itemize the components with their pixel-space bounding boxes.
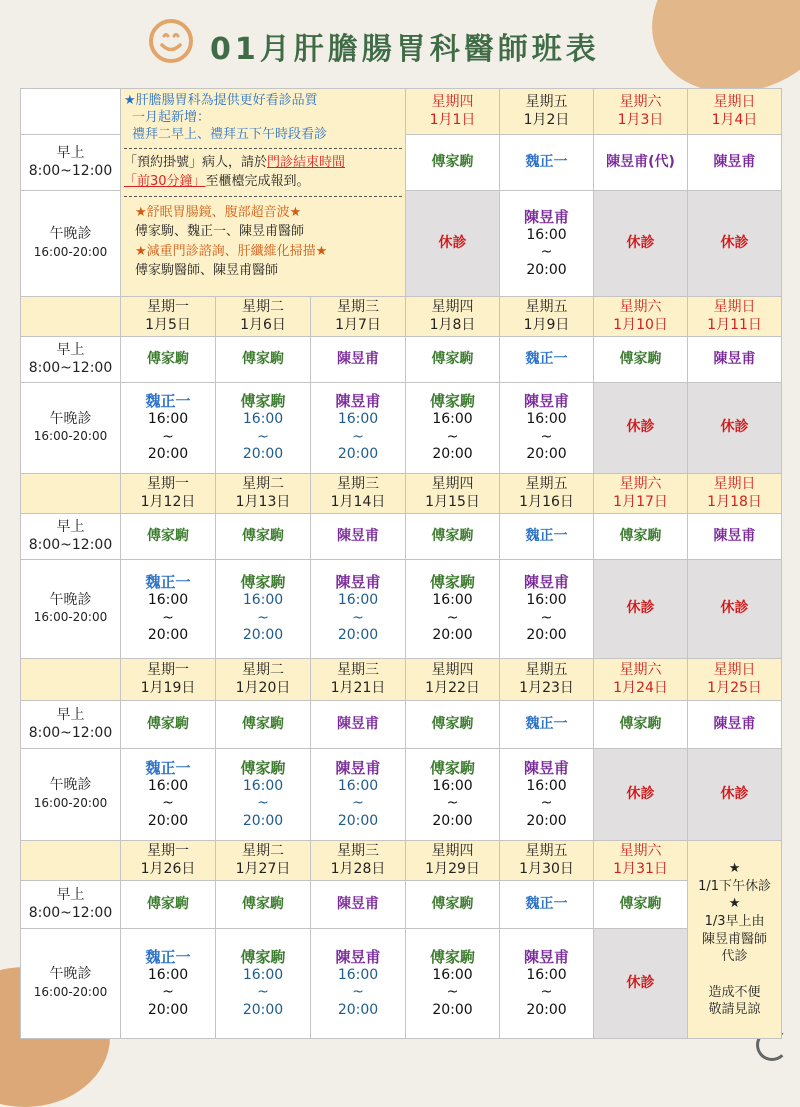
doctor-cell: 陳昱甫 <box>311 881 406 929</box>
day-header: 星期四 1月15日 <box>406 474 500 514</box>
doctor-cell: 陳昱甫 <box>688 337 782 383</box>
week2-morning-row <box>21 514 782 560</box>
day-header: 星期三 1月28日 <box>311 841 406 881</box>
week4-morning-row <box>21 881 782 929</box>
schedule-table <box>20 88 782 1039</box>
week1-morning-row <box>21 337 782 383</box>
day-header: 星期六 1月10日 <box>594 297 688 337</box>
side-note: ★ 1/1下午休診 ★ 1/3早上由 陳昱甫醫師 代診 造成不便 敬請見諒 <box>688 841 782 1039</box>
afternoon-label: 午晚診 16:00-20:00 <box>21 749 121 841</box>
day-header: 星期五 1月2日 <box>500 89 594 135</box>
doctor-cell: 傅家駒 <box>216 514 311 560</box>
service1-doctors: 傅家駒、魏正一、陳昱甫醫師 <box>135 224 305 240</box>
day-header: 星期六 1月24日 <box>594 659 688 701</box>
notice-line1: ★肝膽腸胃科為提供更好看診品質 <box>124 93 318 108</box>
week4-header-row <box>21 841 782 881</box>
doctor-cell: 傅家駒 <box>594 701 688 749</box>
doctor-cell: 傅家駒 16:00 ~ 20:00 <box>216 929 311 1039</box>
doctor-cell: 傅家駒 <box>121 337 216 383</box>
day-header: 星期二 1月6日 <box>216 297 311 337</box>
off-cell: 休診 <box>594 929 688 1039</box>
doctor-cell: 傅家駒 <box>121 514 216 560</box>
doctor-cell: 陳昱甫 16:00 ~ 20:00 <box>311 560 406 659</box>
morning-label: 早上 8:00~12:00 <box>21 337 121 383</box>
doctor-cell: 傅家駒 16:00 ~ 20:00 <box>406 560 500 659</box>
day-header: 星期日 1月11日 <box>688 297 782 337</box>
off-cell: 休診 <box>594 749 688 841</box>
week1-afternoon-row <box>21 383 782 474</box>
doctor-cell: 傅家駒 <box>121 701 216 749</box>
week3-afternoon-row <box>21 749 782 841</box>
doctor-cell: 傅家駒 <box>406 881 500 929</box>
off-cell: 休診 <box>688 383 782 474</box>
day-header: 星期五 1月16日 <box>500 474 594 514</box>
afternoon-label: 午晚診 16:00-20:00 <box>21 560 121 659</box>
day-header: 星期一 1月26日 <box>121 841 216 881</box>
morning-label: 早上 8:00~12:00 <box>21 881 121 929</box>
day-header: 星期六 1月17日 <box>594 474 688 514</box>
doctor-cell: 傅家駒 16:00 ~ 20:00 <box>406 383 500 474</box>
doctor-cell: 魏正一 16:00 ~ 20:00 <box>121 383 216 474</box>
notice-line3: 禮拜二早上、禮拜五下午時段看診 <box>132 126 328 142</box>
day-header: 星期一 1月19日 <box>121 659 216 701</box>
doctor-cell: 魏正一 16:00 ~ 20:00 <box>121 560 216 659</box>
doctor-cell: 傅家駒 <box>216 337 311 383</box>
header-blank <box>21 474 121 514</box>
doctor-cell: 傅家駒 <box>406 337 500 383</box>
day-header: 星期日 1月4日 <box>688 89 782 135</box>
doctor-cell: 傅家駒 <box>406 135 500 191</box>
off-cell: 休診 <box>594 191 688 297</box>
service2-doctors: 傅家駒醫師、陳昱甫醫師 <box>135 263 279 279</box>
day-header: 星期二 1月27日 <box>216 841 311 881</box>
day-header: 星期五 1月23日 <box>500 659 594 701</box>
service2-title: ★減重門診諮詢、肝纖維化掃描★ <box>135 243 328 259</box>
day-header: 星期日 1月18日 <box>688 474 782 514</box>
week2-afternoon-row <box>21 560 782 659</box>
doctor-cell: 魏正一 <box>500 881 594 929</box>
day-header: 星期四 1月22日 <box>406 659 500 701</box>
day-header: 星期一 1月5日 <box>121 297 216 337</box>
doctor-cell: 陳昱甫 <box>311 701 406 749</box>
day-header: 星期日 1月25日 <box>688 659 782 701</box>
doctor-cell: 陳昱甫 16:00 ~ 20:00 <box>311 749 406 841</box>
day-header: 星期三 1月21日 <box>311 659 406 701</box>
doctor-cell: 陳昱甫 <box>688 514 782 560</box>
doctor-cell: 傅家駒 16:00 ~ 20:00 <box>406 749 500 841</box>
week4-afternoon-row <box>21 929 782 1039</box>
week2-header-row <box>21 474 782 514</box>
doctor-cell: 陳昱甫 <box>311 337 406 383</box>
doctor-cell: 陳昱甫 <box>688 701 782 749</box>
doctor-cell: 魏正一 <box>500 135 594 191</box>
doctor-cell: 陳昱甫 16:00 ~ 20:00 <box>500 383 594 474</box>
doctor-cell: 魏正一 <box>500 337 594 383</box>
notice-reservation <box>121 149 405 192</box>
off-cell: 休診 <box>594 383 688 474</box>
header-blank <box>21 659 121 701</box>
reserve-text-a: 「預約掛號」病人，請於 <box>124 154 268 170</box>
notice-line2: 一月起新增： <box>132 109 211 125</box>
off-cell: 休診 <box>406 191 500 297</box>
doctor-cell: 傅家駒 16:00 ~ 20:00 <box>216 560 311 659</box>
doctor-cell: 陳昱甫 <box>311 514 406 560</box>
header <box>0 0 800 88</box>
doctor-cell: 傅家駒 <box>216 701 311 749</box>
week3-morning-row <box>21 701 782 749</box>
doctor-cell: 陳昱甫 16:00 ~ 20:00 <box>500 191 594 297</box>
day-header: 星期五 1月9日 <box>500 297 594 337</box>
day-header: 星期三 1月7日 <box>311 297 406 337</box>
notice-box <box>121 89 406 297</box>
header-blank <box>21 297 121 337</box>
morning-label: 早上 8:00~12:00 <box>21 701 121 749</box>
day-header: 星期四 1月29日 <box>406 841 500 881</box>
day-header: 星期四 1月8日 <box>406 297 500 337</box>
off-cell: 休診 <box>594 560 688 659</box>
header-blank <box>21 841 121 881</box>
day-header: 星期六 1月3日 <box>594 89 688 135</box>
doctor-cell: 傅家駒 16:00 ~ 20:00 <box>216 749 311 841</box>
day-header: 星期二 1月13日 <box>216 474 311 514</box>
reserve-text-d: 至櫃檯完成報到。 <box>205 174 310 190</box>
doctor-cell: 傅家駒 <box>594 514 688 560</box>
day-header: 星期六 1月31日 <box>594 841 688 881</box>
week1-header-row <box>21 297 782 337</box>
doctor-cell: 魏正一 16:00 ~ 20:00 <box>121 749 216 841</box>
week3-header-row <box>21 659 782 701</box>
doctor-cell: 魏正一 <box>500 701 594 749</box>
afternoon-label: 午晚診 16:00-20:00 <box>21 929 121 1039</box>
reserve-highlight-b: 門診結束時間 <box>267 154 346 170</box>
afternoon-label: 午晚診 16:00-20:00 <box>21 191 121 297</box>
doctor-cell: 傅家駒 16:00 ~ 20:00 <box>216 383 311 474</box>
notice-intro <box>121 89 405 144</box>
reserve-highlight-c: 「前30分鐘」 <box>124 174 206 190</box>
doctor-cell: 陳昱甫 16:00 ~ 20:00 <box>311 383 406 474</box>
notice-services <box>121 197 405 281</box>
doctor-cell: 傅家駒 <box>406 701 500 749</box>
doctor-cell: 陳昱甫 16:00 ~ 20:00 <box>311 929 406 1039</box>
doctor-cell: 陳昱甫 <box>688 135 782 191</box>
doctor-cell: 陳昱甫(代) <box>594 135 688 191</box>
off-cell: 休診 <box>688 560 782 659</box>
service1-title: ★舒眠胃腸鏡、腹部超音波★ <box>135 204 302 220</box>
day-header: 星期一 1月12日 <box>121 474 216 514</box>
afternoon-label: 午晚診 16:00-20:00 <box>21 383 121 474</box>
doctor-cell: 傅家駒 <box>406 514 500 560</box>
doctor-cell: 傅家駒 <box>121 881 216 929</box>
day-header: 星期二 1月20日 <box>216 659 311 701</box>
off-cell: 休診 <box>688 191 782 297</box>
day-header: 星期四 1月1日 <box>406 89 500 135</box>
morning-label: 早上 8:00~12:00 <box>21 135 121 191</box>
header-blank <box>21 89 121 135</box>
smiley-icon <box>148 18 194 64</box>
doctor-cell: 傅家駒 <box>594 881 688 929</box>
page-title: 01月肝膽腸胃科醫師班表 <box>210 32 600 67</box>
doctor-cell: 傅家駒 16:00 ~ 20:00 <box>406 929 500 1039</box>
doctor-cell: 傅家駒 <box>216 881 311 929</box>
day-header: 星期三 1月14日 <box>311 474 406 514</box>
week0-header-row <box>21 89 782 135</box>
doctor-cell: 陳昱甫 16:00 ~ 20:00 <box>500 560 594 659</box>
doctor-cell: 陳昱甫 16:00 ~ 20:00 <box>500 929 594 1039</box>
day-header: 星期五 1月30日 <box>500 841 594 881</box>
doctor-cell: 魏正一 <box>500 514 594 560</box>
morning-label: 早上 8:00~12:00 <box>21 514 121 560</box>
doctor-cell: 陳昱甫 16:00 ~ 20:00 <box>500 749 594 841</box>
doctor-cell: 魏正一 16:00 ~ 20:00 <box>121 929 216 1039</box>
off-cell: 休診 <box>688 749 782 841</box>
doctor-cell: 傅家駒 <box>594 337 688 383</box>
